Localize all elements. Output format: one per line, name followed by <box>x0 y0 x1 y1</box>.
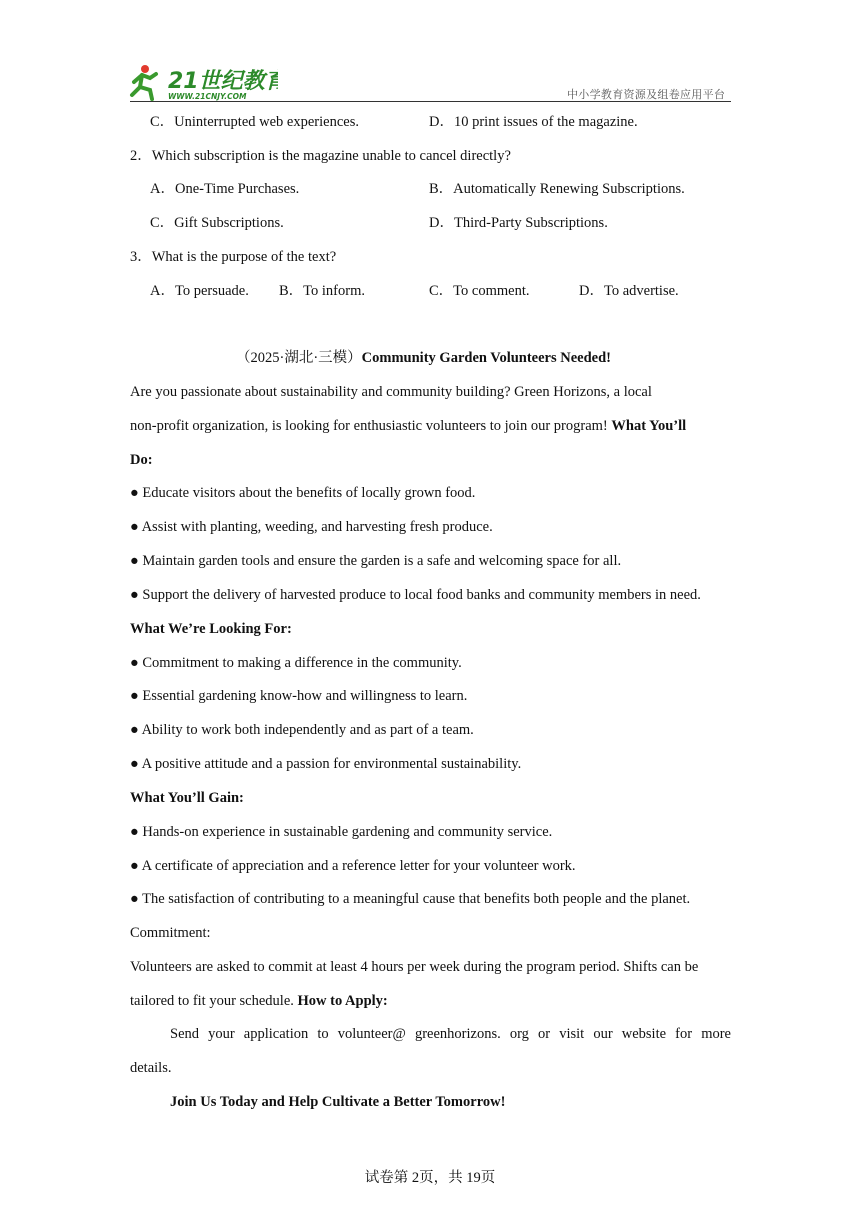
page-number: 试卷第 2页，共 19页 <box>364 1170 496 1186</box>
closing-line: Join Us Today and Help Cultivate a Better Tomorrow! <box>170 1094 506 1110</box>
option-c: C．To comment. <box>429 283 530 299</box>
passage-source: （2025·湖北·三模） <box>236 350 362 366</box>
section-heading-apply: How to Apply: <box>297 993 388 1009</box>
list-item: ● The satisfaction of contributing to a meaningful cause that benefits both people and the planet. <box>130 891 691 907</box>
intro-line: Are you passionate about sustainability and community building? Green Horizons, a local <box>130 384 652 400</box>
option-a: A．One-Time Purchases. <box>150 181 300 197</box>
option-a: A．To persuade. <box>150 283 249 299</box>
question-stem: 3．What is the purpose of the text? <box>130 249 337 265</box>
section-heading-do-cont: Do: <box>130 452 153 468</box>
runner-logo-icon <box>128 62 278 102</box>
question-stem: 2．Which subscription is the magazine unable to cancel directly? <box>130 148 511 164</box>
logo-url: WWW.21CNJY.COM <box>168 92 247 101</box>
apply-line: details. <box>130 1060 172 1076</box>
option-c: C．Gift Subscriptions. <box>150 215 284 231</box>
section-heading-do: What You’ll <box>611 418 687 434</box>
commitment-text: tailored to fit your schedule. <box>130 993 298 1009</box>
apply-line: Send your application to volunteer@ greenhorizons. org or visit our website for more <box>170 1026 731 1042</box>
list-item: ● Educate visitors about the benefits of locally grown food. <box>130 485 476 501</box>
section-heading-commitment: Commitment: <box>130 925 211 941</box>
passage-heading <box>236 348 611 368</box>
list-item: ● Assist with planting, weeding, and harvesting fresh produce. <box>130 519 493 535</box>
list-item: ● A positive attitude and a passion for environmental sustainability. <box>130 756 522 772</box>
intro-text: non-profit organization, is looking for enthusiastic volunteers to join our program! <box>130 418 612 434</box>
option-d: D．To advertise. <box>579 283 679 299</box>
list-item: ● A certificate of appreciation and a reference letter for your volunteer work. <box>130 858 576 874</box>
section-heading-looking: What We’re Looking For: <box>130 621 292 637</box>
list-item: ● Commitment to making a difference in the community. <box>130 655 462 671</box>
list-item: ● Maintain garden tools and ensure the garden is a safe and welcoming space for all. <box>130 553 622 569</box>
intro-line <box>130 416 686 436</box>
site-logo <box>128 62 278 102</box>
option-b: B．To inform. <box>279 283 365 299</box>
section-heading-gain: What You’ll Gain: <box>130 790 244 806</box>
list-item: ● Essential gardening know-how and willingness to learn. <box>130 688 468 704</box>
passage-title: Community Garden Volunteers Needed! <box>361 350 611 366</box>
list-item: ● Hands-on experience in sustainable gardening and community service. <box>130 824 553 840</box>
logo-text: 21世纪教育 <box>168 69 278 94</box>
platform-name: 中小学教育资源及组卷应用平台 <box>567 88 726 101</box>
header-divider <box>130 101 731 102</box>
commitment-line: Volunteers are asked to commit at least 4 hours per week during the program period. Shifts can be <box>130 959 699 975</box>
list-item: ● Ability to work both independently and as part of a team. <box>130 722 474 738</box>
option-d: D．Third-Party Subscriptions. <box>429 215 608 231</box>
option-d: D．10 print issues of the magazine. <box>429 114 638 130</box>
option-c: C．Uninterrupted web experiences. <box>150 114 359 130</box>
list-item: ● Support the delivery of harvested produce to local food banks and community members in need. <box>130 587 701 603</box>
option-b: B．Automatically Renewing Subscriptions. <box>429 181 685 197</box>
commitment-line <box>130 991 388 1011</box>
